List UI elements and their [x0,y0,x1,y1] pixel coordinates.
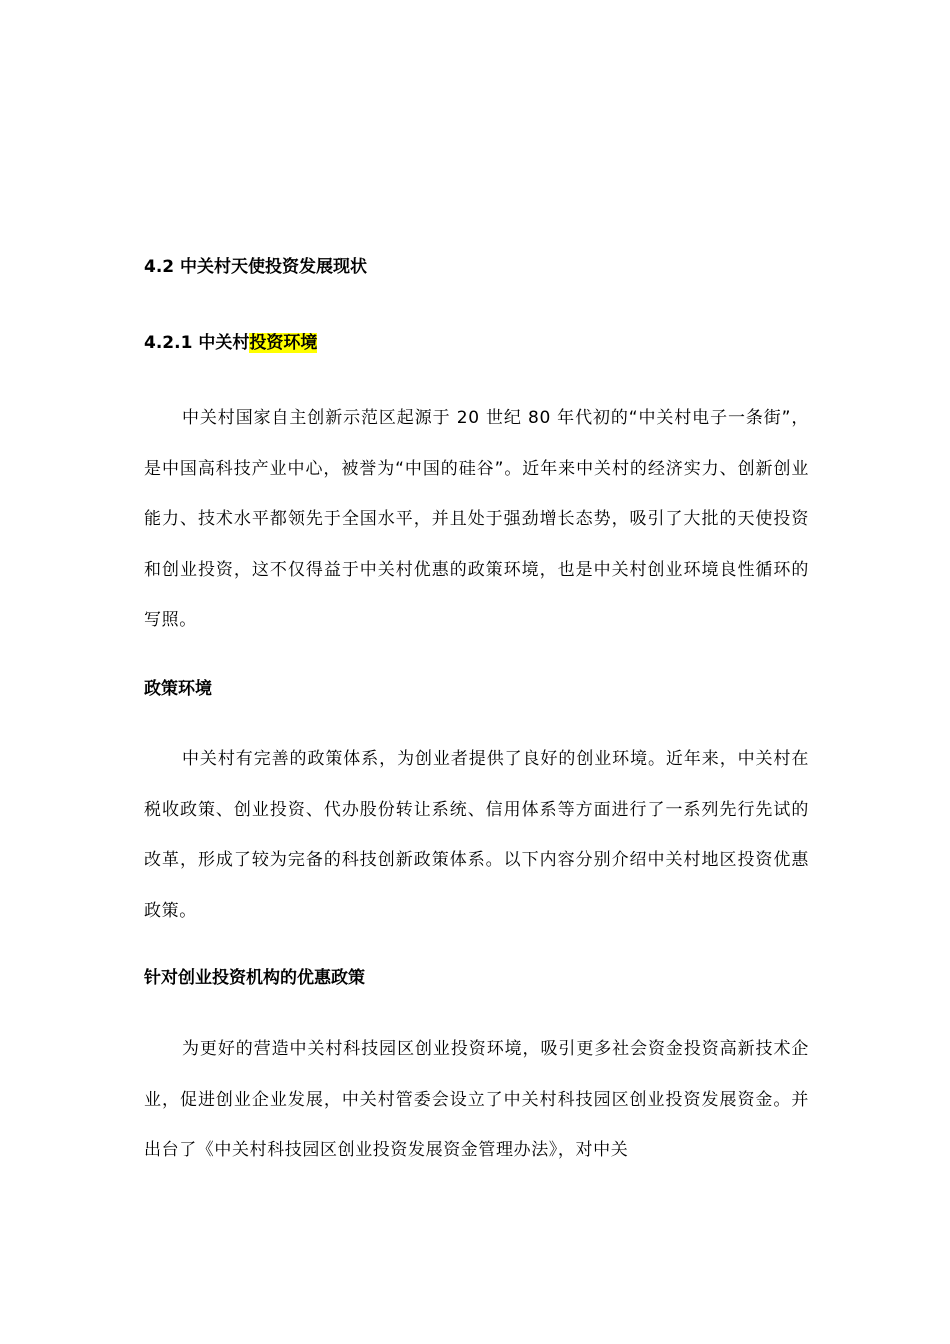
section-title: 4.2 中关村天使投资发展现状 [144,257,368,277]
vc-policy-heading: 针对创业投资机构的优惠政策 [144,968,365,988]
policy-paragraph: 中关村有完善的政策体系，为创业者提供了良好的创业环境。近年来，中关村在税收政策、创业投资、代办股份转让系统、信用体系等方面进行了一系列先行先试的改革，形成了较为完备的科技创新政策体系。以下内容分别介绍中关村地区投资优惠政策。 [144,749,809,921]
intro-paragraph: 中关村国家自主创新示范区起源于 20 世纪 80 年代初的“中关村电子一条街”，是中国高科技产业中心，被誉为“中国的硅谷”。近年来中关村的经济实力、创新创业能力、技术水平都领先于全国水平，并且处于强劲增长态势，吸引了大批的天使投资和创业投资，这不仅得益于中关村优惠的政策环境，也是中关村创业环境良性循环的写照。 [144,408,809,630]
subsection-title-highlight: 投资环境 [249,333,318,353]
subsection-title-prefix: 4.2.1 中关村 [144,333,250,353]
policy-environment-heading: 政策环境 [144,679,212,699]
vc-policy-paragraph: 为更好的营造中关村科技园区创业投资环境，吸引更多社会资金投资高新技术企业，促进创业企业发展，中关村管委会设立了中关村科技园区创业投资发展资金。并出台了《中关村科技园区创业投资发展资金管理办法》，对中关 [144,1039,809,1160]
subsection-title [144,331,317,355]
